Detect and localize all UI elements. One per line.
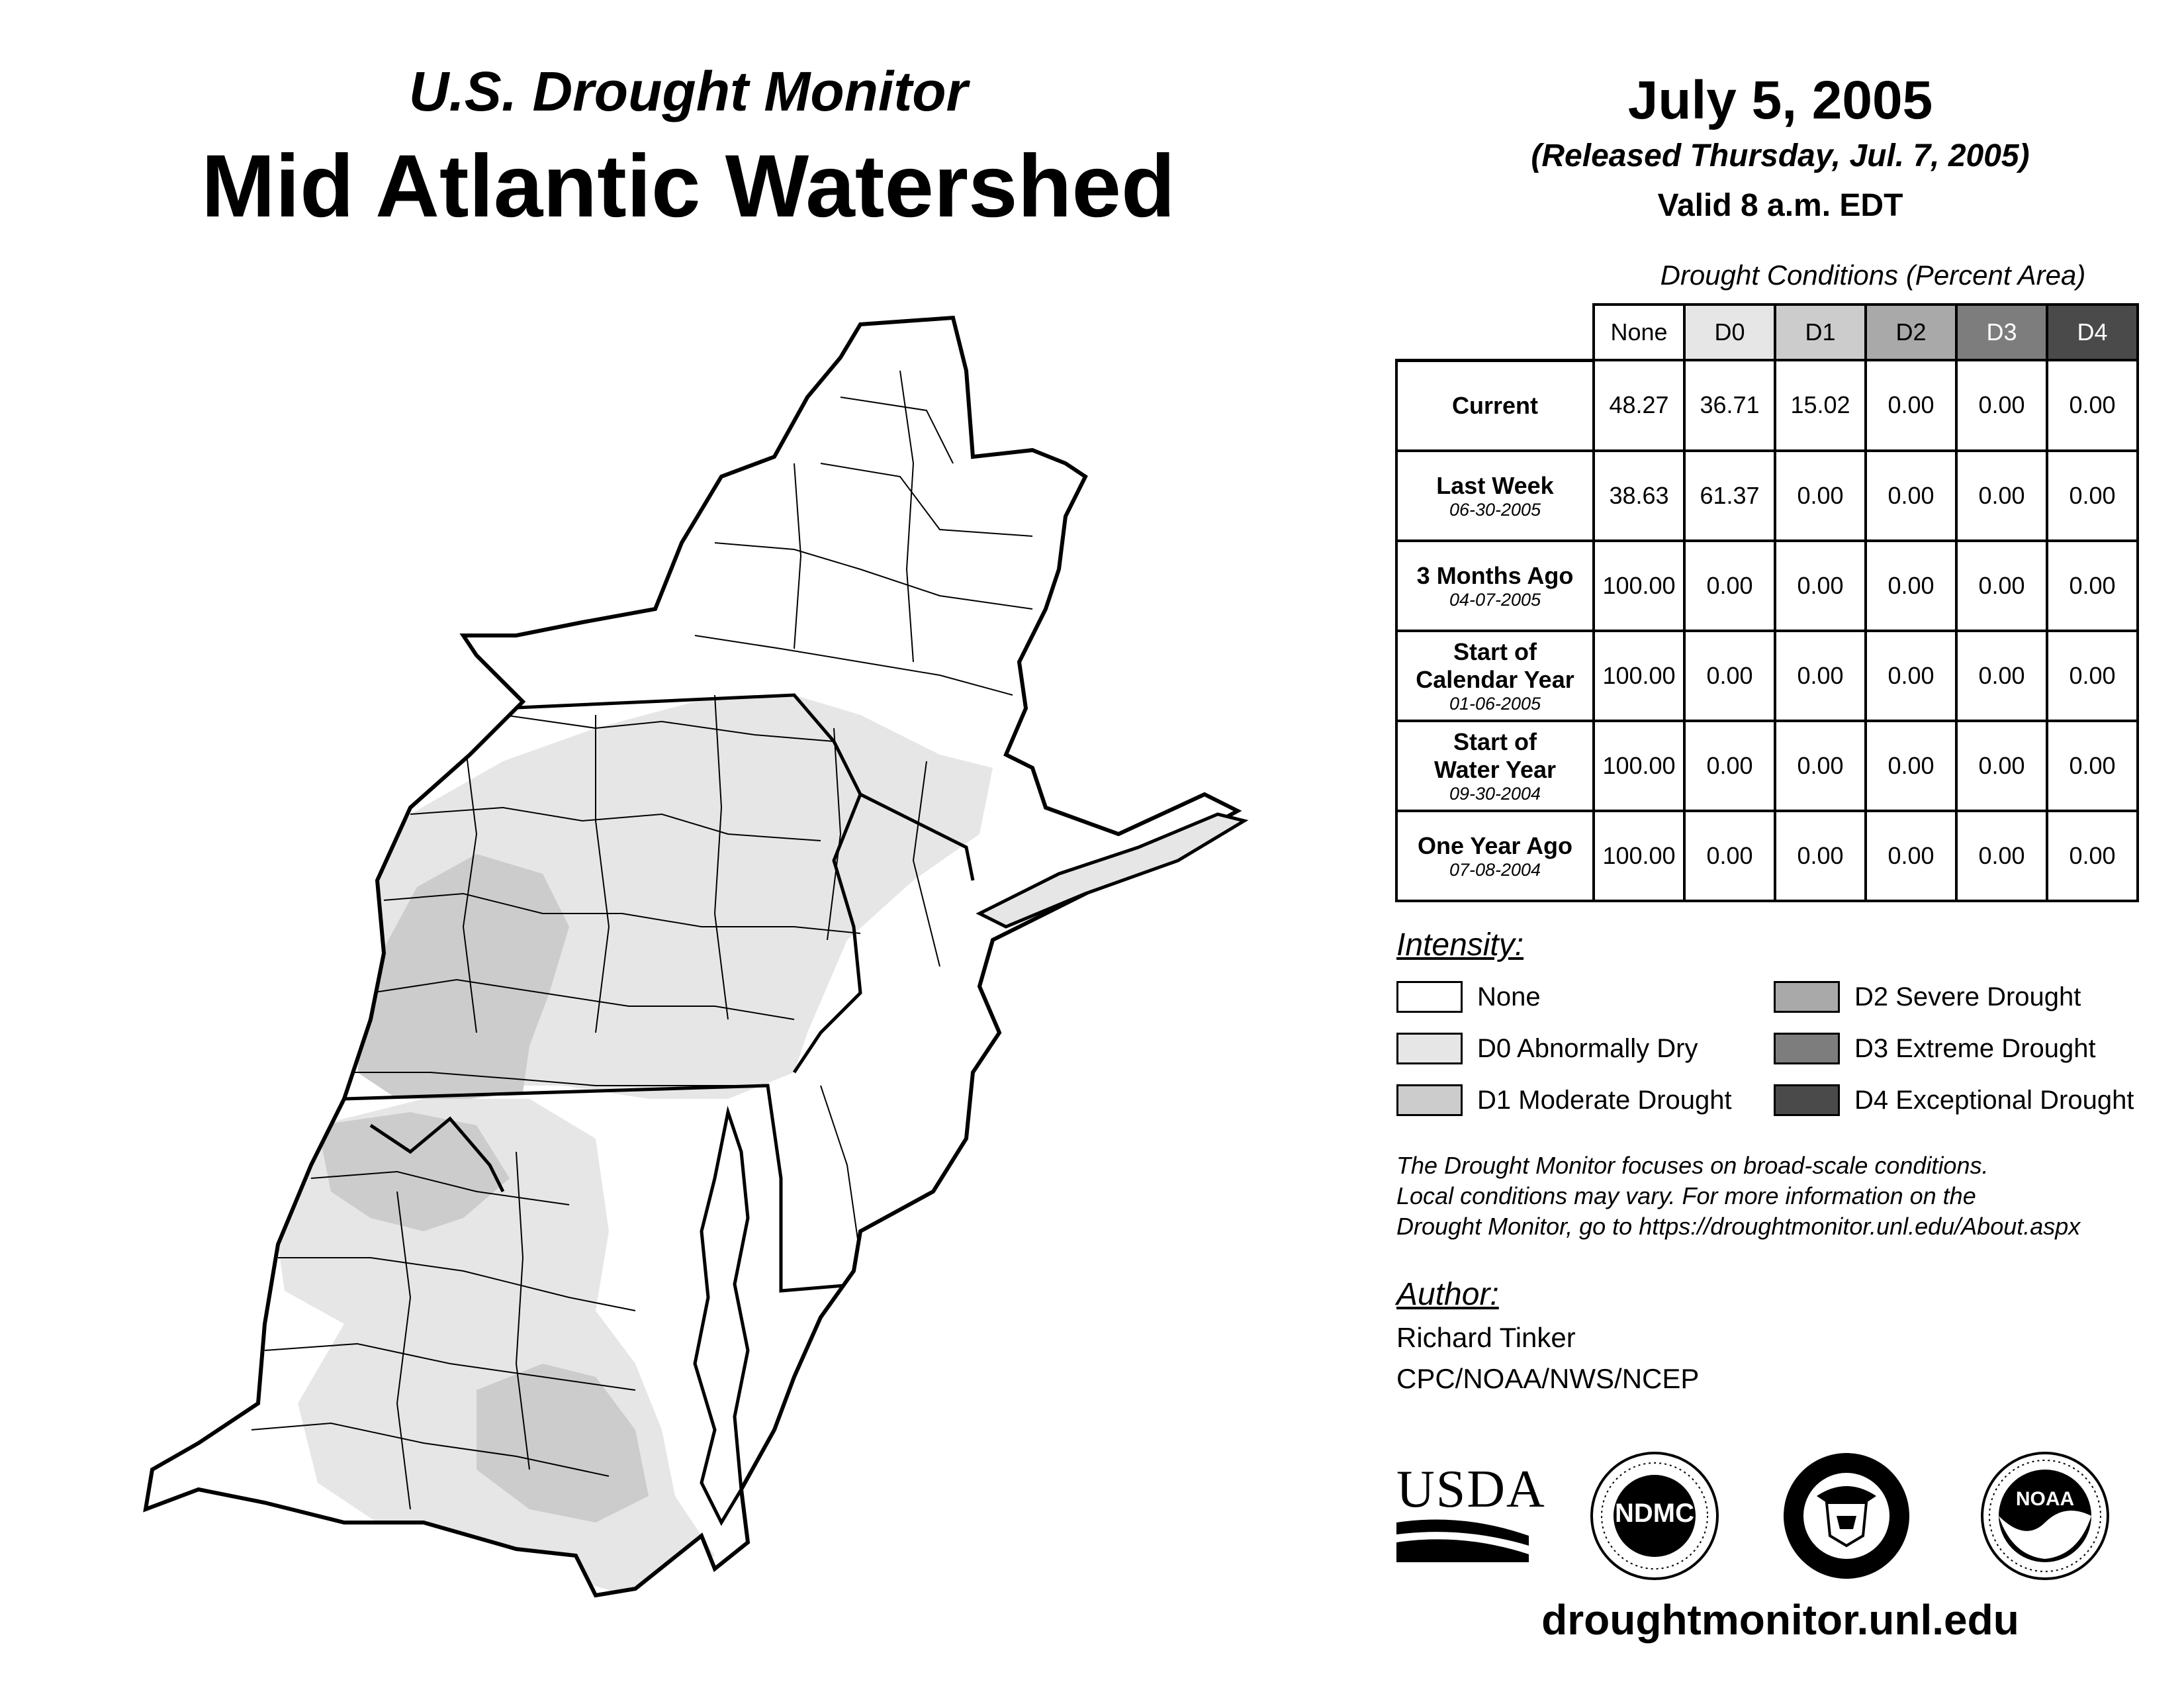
legend-swatch — [1396, 1033, 1463, 1064]
noaa-logo: NOAA — [1979, 1450, 2111, 1582]
table-cell: 0.00 — [1956, 631, 2047, 721]
table-row — [1396, 631, 2138, 721]
row-label-calendar-year: Start of Calendar Year 01-06-2005 — [1396, 631, 1594, 721]
table-row — [1396, 811, 2138, 901]
legend-label: D0 Abnormally Dry — [1477, 1033, 1698, 1063]
usda-logo: USDA — [1396, 1463, 1546, 1566]
row-label-3-months-ago: 3 Months Ago 04-07-2005 — [1396, 541, 1594, 631]
release-date: (Released Thursday, Jul. 7, 2005) — [1531, 138, 2030, 173]
table-cell: 100.00 — [1594, 631, 1684, 721]
table-row — [1396, 451, 2138, 541]
table-cell: 0.00 — [1775, 631, 1866, 721]
legend-item-d3 — [1774, 1033, 2096, 1064]
table-cell: 0.00 — [1866, 360, 1956, 451]
table-cell: 0.00 — [1866, 811, 1956, 901]
table-cell: 0.00 — [2047, 541, 2138, 631]
author-heading: Author: — [1396, 1277, 1499, 1312]
table-cell: 0.00 — [1956, 811, 2047, 901]
author-org: CPC/NOAA/NWS/NCEP — [1396, 1363, 1700, 1394]
eagle-seal-icon — [1780, 1450, 1913, 1582]
legend-item-d4 — [1774, 1084, 2134, 1116]
commerce-seal — [1780, 1450, 1913, 1582]
legend-label: D1 Moderate Drought — [1477, 1085, 1732, 1115]
table-cell: 0.00 — [1866, 631, 1956, 721]
col-header-d3: D3 — [1956, 305, 2047, 360]
row-label-last-week: Last Week 06-30-2005 — [1396, 451, 1594, 541]
legend-label: None — [1477, 982, 1541, 1011]
row-label-current: Current — [1396, 360, 1594, 451]
author-name: Richard Tinker — [1396, 1322, 1576, 1353]
table-cell: 100.00 — [1594, 541, 1684, 631]
map-date: July 5, 2005 — [1627, 70, 1933, 130]
table-cell: 0.00 — [1775, 541, 1866, 631]
table-cell: 0.00 — [1956, 360, 2047, 451]
legend-item-d2 — [1774, 981, 2081, 1013]
table-cell: 0.00 — [1866, 451, 1956, 541]
table-cell: 0.00 — [1866, 721, 1956, 811]
table-cell: 0.00 — [1684, 721, 1775, 811]
table-cell: 0.00 — [1956, 541, 2047, 631]
legend-swatch — [1396, 1084, 1463, 1116]
note-line: The Drought Monitor focuses on broad-scale conditions. — [1396, 1152, 1989, 1179]
table-cell: 0.00 — [1775, 451, 1866, 541]
table-row — [1396, 721, 2138, 811]
usda-swoosh-icon — [1396, 1516, 1529, 1562]
table-cell: 0.00 — [2047, 360, 2138, 451]
legend-item-d0 — [1396, 1033, 1698, 1064]
table-cell: 36.71 — [1684, 360, 1775, 451]
table-cell: 0.00 — [1775, 811, 1866, 901]
legend-item-d1 — [1396, 1084, 1732, 1116]
table-cell: 0.00 — [2047, 631, 2138, 721]
drought-map — [132, 311, 1257, 1609]
table-cell: 0.00 — [1866, 541, 1956, 631]
table-cell: 0.00 — [2047, 811, 2138, 901]
table-cell: 0.00 — [1684, 631, 1775, 721]
table-cell: 0.00 — [1775, 721, 1866, 811]
legend-swatch — [1774, 1084, 1840, 1116]
row-label-one-year-ago: One Year Ago 07-08-2004 — [1396, 811, 1594, 901]
valid-time: Valid 8 a.m. EDT — [1657, 188, 1903, 223]
table-cell: 100.00 — [1594, 721, 1684, 811]
legend-swatch — [1396, 981, 1463, 1013]
noaa-bird-icon — [1979, 1450, 2111, 1582]
col-header-d4: D4 — [2047, 305, 2138, 360]
table-cell: 48.27 — [1594, 360, 1684, 451]
row-label-water-year: Start of Water Year 09-30-2004 — [1396, 721, 1594, 811]
table-cell: 0.00 — [1956, 451, 2047, 541]
col-header-none: None — [1594, 305, 1684, 360]
legend-heading: Intensity: — [1396, 927, 1524, 962]
map-subtitle: U.S. Drought Monitor — [408, 60, 968, 122]
col-header-d2: D2 — [1866, 305, 1956, 360]
table-header-row — [1396, 305, 2138, 360]
table-corner — [1396, 305, 1594, 360]
table-cell: 0.00 — [1684, 541, 1775, 631]
table-cell: 61.37 — [1684, 451, 1775, 541]
col-header-d0: D0 — [1684, 305, 1775, 360]
col-header-d1: D1 — [1775, 305, 1866, 360]
map-title: Mid Atlantic Watershed — [201, 137, 1175, 236]
table-cell: 100.00 — [1594, 811, 1684, 901]
table-row — [1396, 541, 2138, 631]
table-cell: 38.63 — [1594, 451, 1684, 541]
note-line: Local conditions may vary. For more information on the — [1396, 1182, 1976, 1209]
legend-swatch — [1774, 981, 1840, 1013]
legend-item-none — [1396, 981, 1541, 1013]
note-line: Drought Monitor, go to https://droughtmonitor.unl.edu/About.aspx — [1396, 1213, 2081, 1240]
legend-label: D4 Exceptional Drought — [1854, 1085, 2134, 1115]
table-cell: 0.00 — [1956, 721, 2047, 811]
ndmc-logo: NDMC — [1588, 1450, 1721, 1582]
author-block — [1396, 1317, 1699, 1399]
table-cell: 15.02 — [1775, 360, 1866, 451]
table-cell: 0.00 — [1684, 811, 1775, 901]
table-caption: Drought Conditions (Percent Area) — [1660, 259, 2086, 291]
legend-label: D2 Severe Drought — [1854, 982, 2081, 1011]
disclaimer-note — [1396, 1150, 2158, 1242]
table-cell: 0.00 — [2047, 451, 2138, 541]
table-row — [1396, 360, 2138, 451]
website-url: droughtmonitor.unl.edu — [1541, 1596, 2019, 1644]
table-cell: 0.00 — [2047, 721, 2138, 811]
legend-swatch — [1774, 1033, 1840, 1064]
drought-conditions-table — [1395, 303, 2139, 902]
legend-label: D3 Extreme Drought — [1854, 1033, 2096, 1063]
